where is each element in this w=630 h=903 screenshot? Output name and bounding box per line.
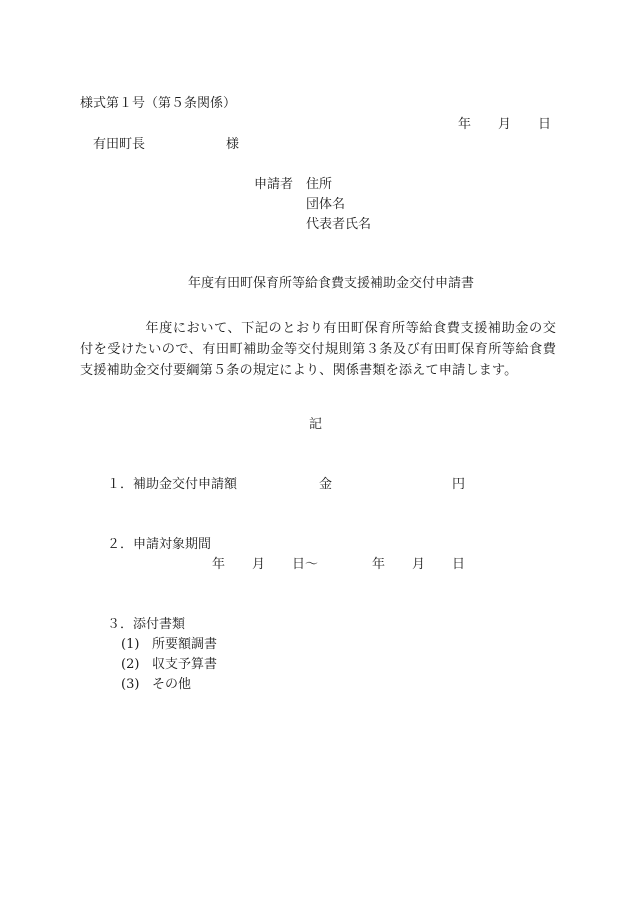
applicant-address: 住所: [306, 177, 333, 192]
period-end-day: 日: [452, 557, 466, 572]
attachment-1-number: (1): [121, 637, 140, 652]
body-paragraph: [80, 318, 556, 381]
addressee-name: 有田町長: [93, 137, 146, 152]
period-end-month: 月: [412, 557, 426, 572]
applicant-organization: 団体名: [306, 197, 346, 212]
period-start-year: 年: [212, 557, 226, 572]
attachment-3-text: その他: [152, 677, 192, 692]
date-day: 日: [538, 117, 552, 132]
attachment-1-text: 所要額調書: [152, 637, 218, 652]
applicant-representative: 代表者氏名: [306, 217, 372, 232]
item-1-label: １．補助金交付申請額: [107, 477, 238, 492]
addressee-honorific: 様: [226, 137, 240, 152]
attachment-2-number: (2): [121, 657, 140, 672]
body-text: 年度において、下記のとおり有田町保育所等給食費支援補助金の交付を受けたいので、有田町補助金等交付規則第３条及び有田町保育所等給食費支援補助金交付要綱第５条の規定により、関係書類を添えて申請します。: [80, 321, 556, 378]
date-year: 年: [458, 117, 472, 132]
item-2-label: ２．申請対象期間: [107, 537, 212, 552]
period-start-month: 月: [252, 557, 266, 572]
period-start-day: 日～: [292, 557, 319, 572]
ki-heading: 記: [309, 417, 323, 432]
form-number: 様式第１号（第５条関係）: [80, 96, 237, 111]
document-title: 年度有田町保育所等給食費支援補助金交付申請書: [188, 276, 475, 291]
attachment-3-number: (3): [121, 677, 140, 692]
item-1-kin: 金: [319, 477, 333, 492]
item-3-label: ３．添付書類: [107, 617, 186, 632]
applicant-label: 申請者: [254, 177, 294, 192]
attachment-2-text: 収支予算書: [152, 657, 218, 672]
period-end-year: 年: [372, 557, 386, 572]
date-month: 月: [498, 117, 512, 132]
item-1-yen: 円: [452, 477, 466, 492]
